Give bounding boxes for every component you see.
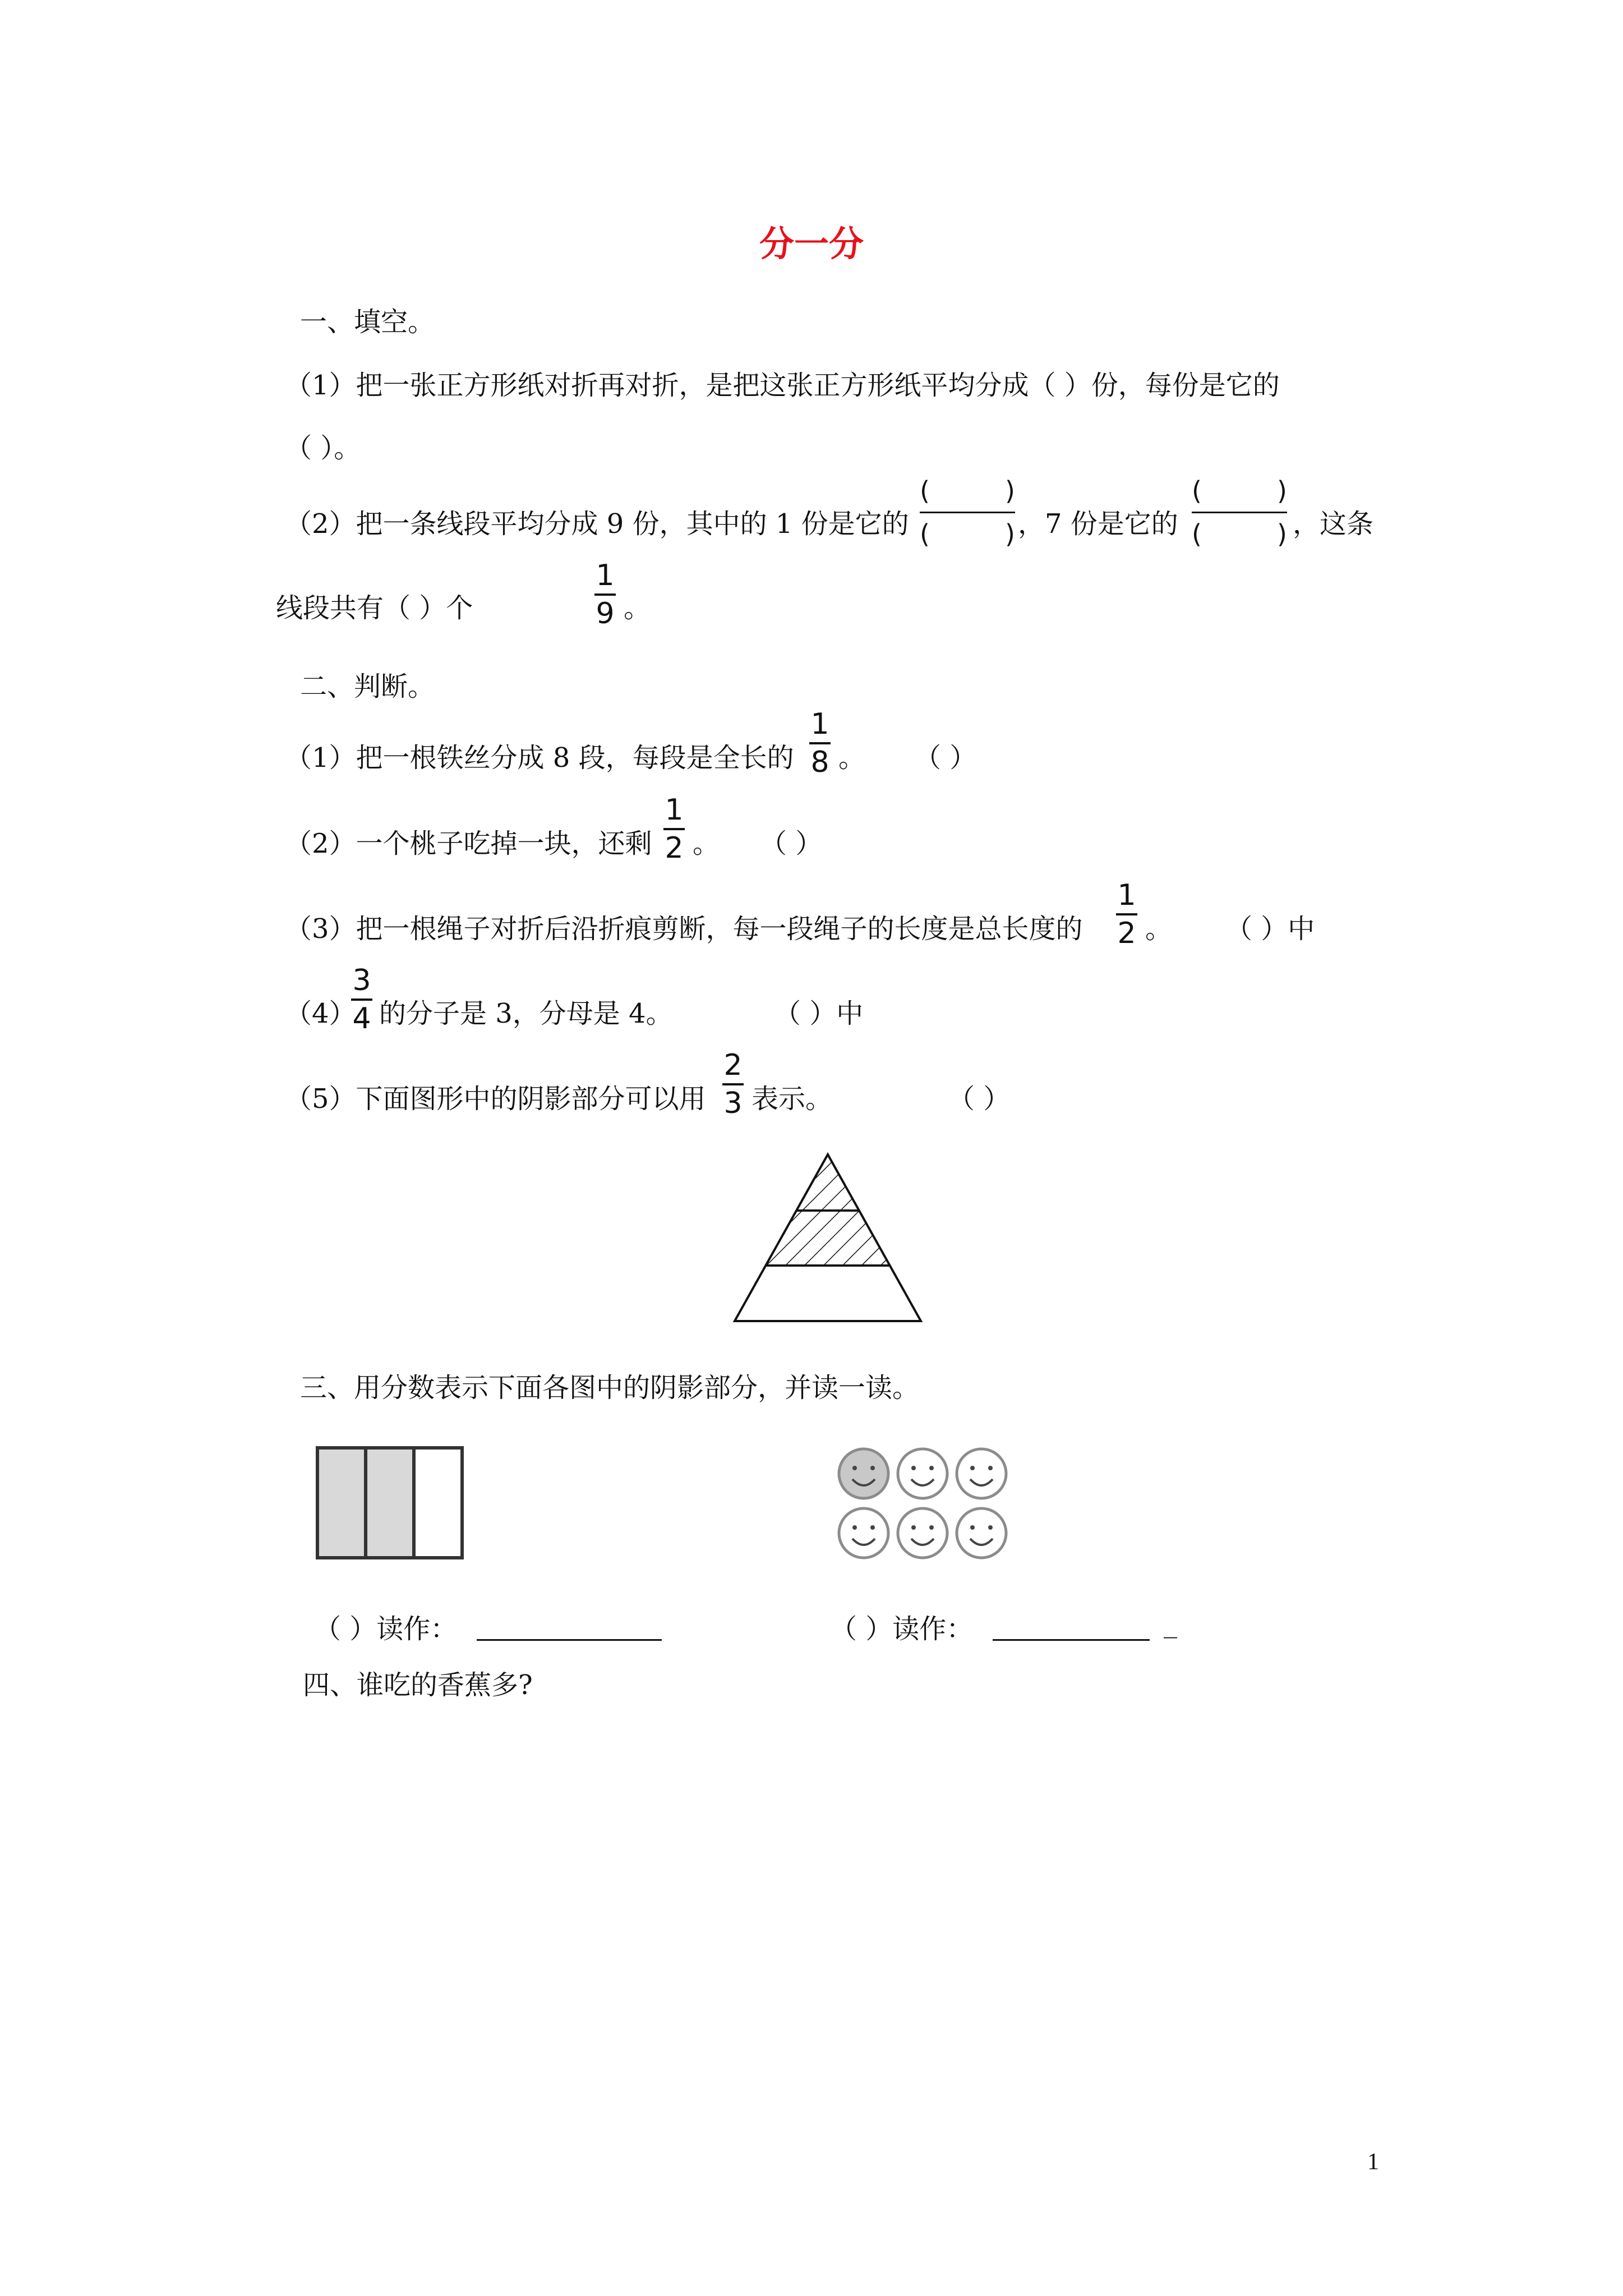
answer-right-trailing: _ — [1164, 1607, 1177, 1639]
question-2-part-1: （2）把一条线段平均分成 9 份，其中的 1 份是它的 — [285, 508, 909, 540]
fraction-1-2: 1 2 — [663, 795, 685, 863]
smiley-faces-figure — [830, 1439, 1021, 1568]
shaded-rectangle-figure — [314, 1444, 465, 1562]
fraction-2-3: 2 3 — [722, 1051, 744, 1118]
question-2-end: 。 — [624, 592, 651, 624]
judge-1-text: （1）把一根铁丝分成 8 段，每段是全长的 — [285, 742, 794, 774]
section-1-heading: 一、填空。 — [300, 306, 435, 338]
question-1-line-2: （ ）。 — [285, 432, 361, 464]
smiley-face-icon — [957, 1508, 1006, 1558]
fraction-3-4: 3 4 — [351, 966, 372, 1033]
blank-fraction-2: ( ) ( ) — [1192, 476, 1287, 549]
judge-1-end: 。 — [838, 742, 866, 774]
smiley-face-icon — [898, 1449, 947, 1498]
smiley-face-icon — [898, 1508, 947, 1558]
question-2-part-2: ，7 份是它的 — [1018, 508, 1178, 540]
judge-5-text: （5）下面图形中的阴影部分可以用 — [285, 1083, 706, 1115]
section-4-heading: 四、谁吃的香蕉多? — [303, 1669, 533, 1701]
shaded-triangle-figure — [729, 1150, 931, 1329]
rect-part-2-shaded — [366, 1448, 414, 1558]
answer-right-line[interactable] — [993, 1639, 1150, 1641]
rect-part-3 — [414, 1448, 462, 1558]
answer-right-label: （ ）读作： — [830, 1613, 974, 1645]
judge-4-text: 的分子是 3，分母是 4。 — [379, 998, 673, 1029]
judge-2-end: 。 — [693, 828, 720, 859]
section-2-heading: 二、判断。 — [300, 671, 435, 702]
page-title: 分一分 — [759, 223, 864, 264]
blank-fraction-1: ( ) ( ) — [920, 476, 1015, 549]
judge-1-answer-blank[interactable]: （ ） — [914, 742, 977, 774]
fraction-1-2-b: 1 2 — [1116, 881, 1137, 948]
judge-4-answer-blank[interactable]: （ ）中 — [774, 998, 864, 1029]
judge-5-text-2: 表示。 — [751, 1083, 833, 1115]
rect-part-1-shaded — [317, 1448, 366, 1558]
judge-5-answer-blank[interactable]: （ ） — [948, 1083, 1011, 1115]
judge-3-answer-blank[interactable]: （ ）中 — [1225, 913, 1315, 945]
judge-2-answer-blank[interactable]: （ ） — [760, 828, 823, 859]
smiley-face-icon — [839, 1508, 888, 1558]
section-3-heading: 三、用分数表示下面各图中的阴影部分，并读一读。 — [300, 1372, 920, 1404]
judge-3-end: 。 — [1145, 913, 1173, 945]
answer-left-label: （ ）读作： — [314, 1613, 458, 1645]
page-number: 1 — [1367, 2149, 1379, 2175]
fraction-1-9: 1 9 — [594, 561, 616, 628]
smiley-face-icon — [957, 1449, 1006, 1498]
judge-3-text: （3）把一根绳子对折后沿折痕剪断，每一段绳子的长度是总长度的 — [285, 913, 1083, 945]
answer-left-line[interactable] — [477, 1639, 662, 1641]
smiley-face-shaded-icon — [839, 1449, 888, 1498]
question-2-line-2: 线段共有（ ）个 — [276, 592, 473, 624]
fraction-1-8: 1 8 — [809, 710, 831, 777]
judge-2-text: （2）一个桃子吃掉一块，还剩 — [285, 828, 652, 859]
question-1-line-1: （1）把一张正方形纸对折再对折，是把这张正方形纸平均分成（ ）份，每份是它的 — [285, 370, 1280, 401]
judge-4-label: （4） — [285, 998, 356, 1029]
question-2-part-3: ，这条 — [1293, 508, 1374, 540]
